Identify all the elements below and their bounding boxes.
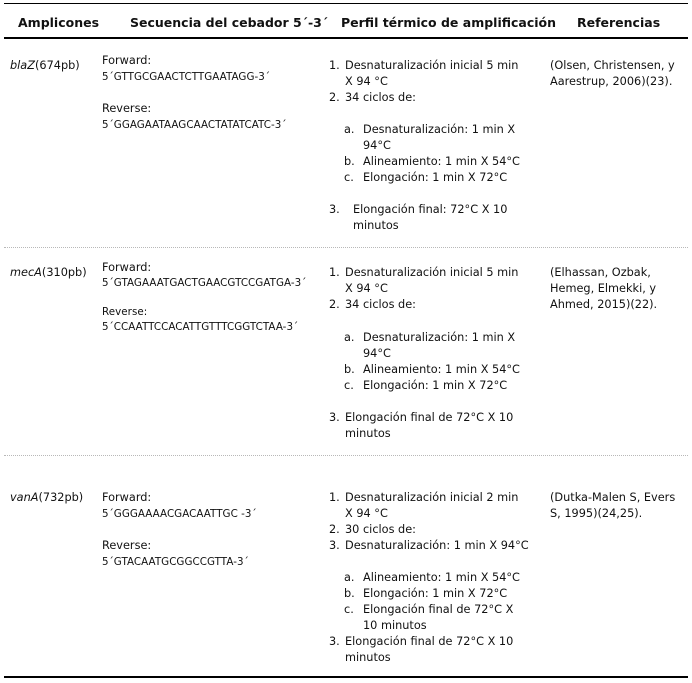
row-separator [4,455,688,456]
step-3: 3. Desnaturalización: 1 min X 94°C [329,539,529,552]
header-thermal-profile: Perfil térmico de amplificación [341,15,557,30]
substep-b: b. Alineamiento: 1 min X 54°C [344,363,520,376]
forward-label: Forward: [102,491,152,504]
reverse-label: Reverse: [102,102,152,115]
step-3: 3. Elongación final de 72°C X 10 [329,411,514,424]
step-2: 2. 34 ciclos de: [329,91,416,104]
substep-a: a. Desnaturalización: 1 min X [344,123,516,136]
forward-label: Forward: [102,54,152,67]
substep-a: a. Desnaturalización: 1 min X [344,331,516,344]
table-bottom-rule [4,676,688,678]
step-2: 2. 34 ciclos de: [329,298,416,311]
reference-text: (Olsen, Christensen, y Aarestrup, 2006)(23). [550,59,675,88]
step-1: 1. Desnaturalización inicial 5 min [329,266,519,279]
forward-sequence: 5´GTAGAAATGACTGAACGTCCGATGA-3´ [102,277,307,289]
header-sequence: Secuencia del cebador 5´-3´ [130,15,329,30]
forward-sequence: 5´GGGAAAACGACAATTGC -3´ [102,508,257,520]
reverse-label: Reverse: [102,539,152,552]
substep-a-cont: 94°C [363,347,391,360]
step-3: 3. Elongación final: 72°C X 10 [329,203,508,216]
step-1-cont: X 94 °C [345,75,388,88]
reference-text: (Dutka-Malen S, Evers S, 1995)(24,25). [550,491,676,520]
step-3-cont: minutos [353,219,399,232]
substep-a-cont: 94°C [363,139,391,152]
reverse-label: Reverse: [102,306,148,318]
step-1-cont: X 94 °C [345,507,388,520]
substep-c: c. Elongación final de 72°C X [344,603,514,616]
substep-c: c. Elongación: 1 min X 72°C [344,171,508,184]
amplicon-name: mecA(310pb) [10,266,87,279]
row-separator [4,247,688,248]
reverse-sequence: 5´GTACAATGCGGCCGTTA-3´ [102,556,249,568]
top-rule-thin [4,3,688,4]
step-3-final: 3. Elongación final de 72°C X 10 [329,635,514,648]
amplicon-name: vanA(732pb) [10,491,84,504]
step-3-final-cont: minutos [345,651,391,664]
substep-a: a. Alineamiento: 1 min X 54°C [344,571,520,584]
amplicon-name: blaZ(674pb) [10,59,80,72]
step-1-cont: X 94 °C [345,282,388,295]
reverse-sequence: 5´CCAATTCCACATTGTTTCGGTCTAA-3´ [102,321,299,333]
forward-sequence: 5´GTTGCGAACTCTTGAATAGG-3´ [102,71,271,83]
substep-c-cont: 10 minutos [363,619,427,632]
step-2: 2. 30 ciclos de: [329,523,416,536]
header-references: Referencias [577,15,661,30]
substep-b: b. Elongación: 1 min X 72°C [344,587,508,600]
forward-label: Forward: [102,261,152,274]
substep-c: c. Elongación: 1 min X 72°C [344,379,508,392]
substep-b: b. Alineamiento: 1 min X 54°C [344,155,520,168]
header-amplicons: Amplicones [18,15,100,30]
reference-text: (Elhassan, Ozbak, Hemeg, Elmekki, y Ahmed, 2015)(22). [550,266,658,311]
step-1: 1. Desnaturalización inicial 5 min [329,59,519,72]
header-bottom-rule [4,37,688,39]
step-3-cont: minutos [345,427,391,440]
reverse-sequence: 5´GGAGAATAAGCAACTATATCATC-3´ [102,119,287,131]
step-1: 1. Desnaturalización inicial 2 min [329,491,519,504]
